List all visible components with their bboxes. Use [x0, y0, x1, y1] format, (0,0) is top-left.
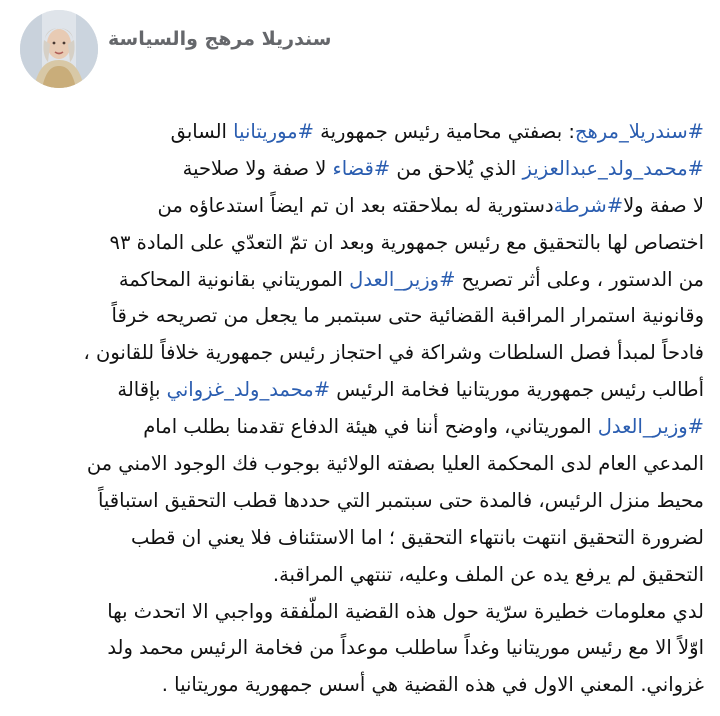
- post-text: الذي يُلاحق من: [390, 156, 523, 180]
- post-text-line: [14, 483, 704, 520]
- author-name[interactable]: سندريلا مرهج والسياسة: [108, 28, 332, 50]
- post-text-line: [14, 520, 704, 557]
- post-text-line: [14, 225, 704, 262]
- post-text: فادحاً لمبدأ فصل السلطات وشراكة في احتجاز رئيس جمهورية خلافاً للقانون ،: [83, 341, 704, 365]
- post-text-line: [14, 262, 704, 299]
- post-text-line: [14, 594, 704, 631]
- post-text-line: [14, 298, 704, 335]
- post-text-line: [14, 409, 704, 446]
- hashtag-link[interactable]: #وزير_العدل: [597, 415, 704, 439]
- post-text: محيط منزل الرئيس، فالمدة حتى سبتمبر التي حددها قطب التحقيق استباقياً: [97, 488, 704, 512]
- post-text: المدعي العام لدى المحكمة العليا بصفته الولائية بوجوب فك الوجود الامني من: [86, 452, 704, 476]
- post-text-line: [14, 372, 704, 409]
- post-text-line: [14, 188, 704, 225]
- post-text: اختصاص لها بالتحقيق مع رئيس جمهورية وبعد ان تمّ التعدّي على المادة ٩٣: [109, 230, 704, 254]
- post-text: لدي معلومات خطيرة سرّية حول هذه القضية الملّفقة وواجبي الا اتحدث بها: [107, 599, 704, 623]
- hashtag-link[interactable]: #سندريلا_مرهج: [574, 120, 704, 143]
- post-text-line: [14, 667, 704, 704]
- post-text-line: [14, 630, 704, 667]
- post-header: [20, 10, 340, 90]
- avatar-photo-icon: [20, 10, 98, 88]
- post-body: [14, 114, 704, 704]
- post-text: غزواني. المعني الاول في هذه القضية هي أسس جمهورية موريتانيا .: [161, 673, 704, 697]
- post-text: الموريتاني، واوضح أننا في هيئة الدفاع تقدمنا بطلب امام: [143, 415, 598, 439]
- hashtag-link[interactable]: #محمد_ولد_عبدالعزيز: [522, 156, 704, 180]
- post-text: أطالب رئيس جمهورية موريتانيا فخامة الرئيس: [330, 378, 704, 402]
- post-text: بإقالة: [117, 378, 167, 402]
- post-text: دستورية له بملاحقته بعد ان تم ايضاً استدعاؤه من: [157, 193, 554, 217]
- post-text: الموريتاني بقانونية المحاكمة: [118, 267, 350, 291]
- post-text: التحقيق لم يرفع يده عن الملف وعليه، تنتهي المراقبة.: [272, 562, 704, 586]
- post-text: : بصفتي محامية رئيس جمهورية: [313, 120, 575, 143]
- post-text: لا صفة ولا: [623, 193, 704, 217]
- hashtag-link[interactable]: #محمد_ولد_غزواني: [166, 378, 331, 402]
- post-text-line: [14, 335, 704, 372]
- post-text: اوّلاً الا مع رئيس موريتانيا وغداً ساطلب موعداً من فخامة الرئيس محمد ولد: [107, 636, 704, 660]
- post-text: لضرورة التحقيق انتهت بانتهاء التحقيق ؛ اما الاستئناف فلا يعني ان قطب: [131, 525, 704, 549]
- post-text: لا صفة ولا صلاحية: [182, 156, 333, 180]
- post-text-line: [14, 151, 704, 188]
- author-avatar[interactable]: [20, 10, 98, 88]
- post-text: السابق: [170, 120, 234, 143]
- post-text-line: [14, 446, 704, 483]
- post-text: من الدستور ، وعلى أثر تصريح: [455, 267, 704, 291]
- post-text-line: [14, 114, 704, 151]
- hashtag-link[interactable]: #شرطة: [553, 193, 624, 217]
- hashtag-link[interactable]: #وزير_العدل: [349, 267, 456, 291]
- hashtag-link[interactable]: #موريتانيا: [233, 120, 314, 143]
- post-text-line: [14, 557, 704, 594]
- hashtag-link[interactable]: #قضاء: [332, 156, 391, 180]
- post-text: وقانونية استمرار المراقبة القضائية حتى سبتمبر ما يجعل من تصريحه خرقاً: [111, 304, 704, 328]
